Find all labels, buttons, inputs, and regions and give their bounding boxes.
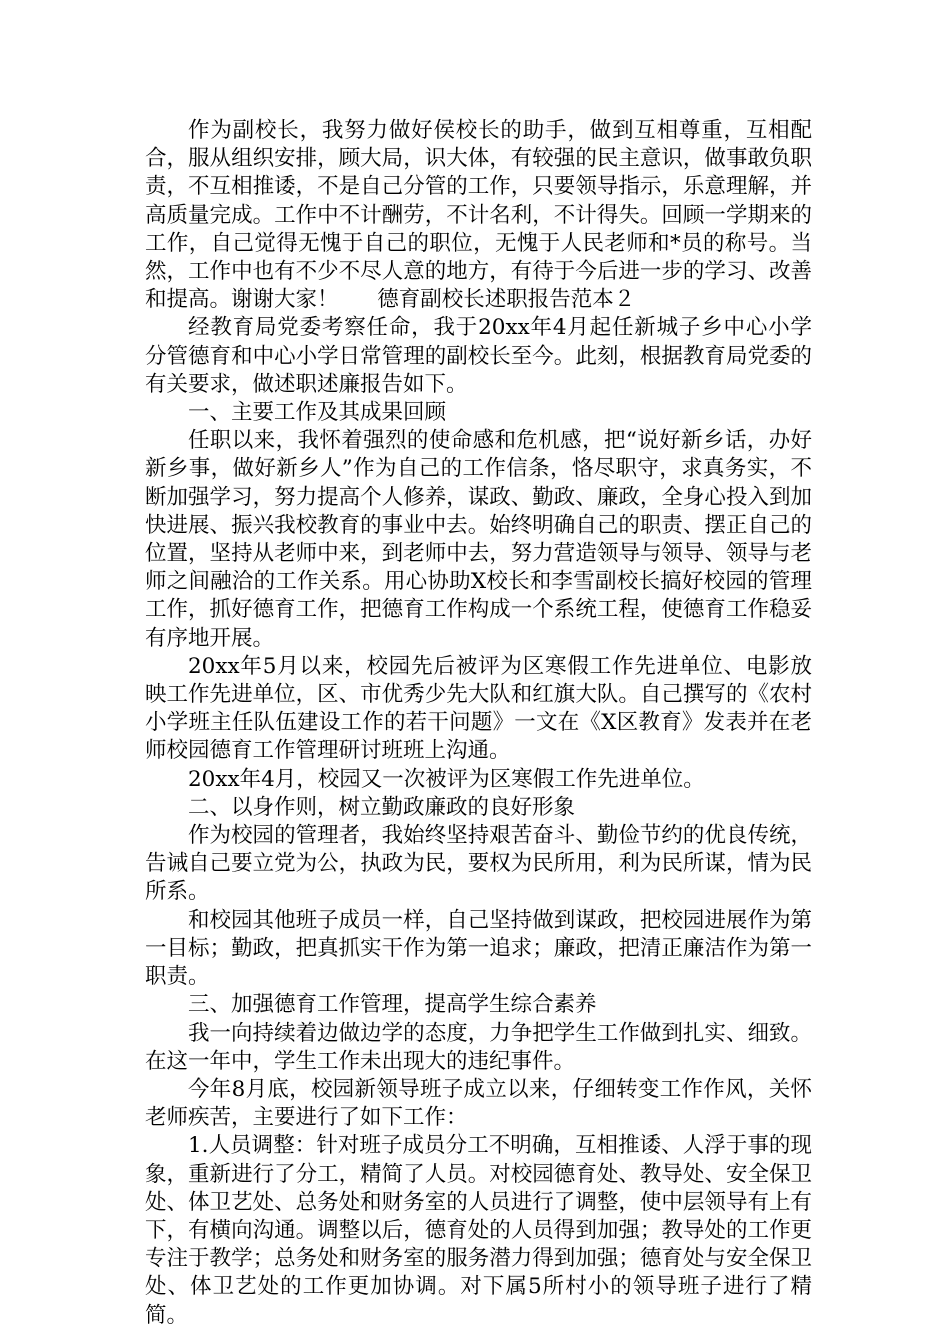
paragraph: 今年8月底，校园新领导班子成立以来，仔细转变工作作风，关怀老师疾苦，主要进行了如下工作： [145, 1076, 812, 1131]
paragraph: 和校园其他班子成员一样，自己坚持做到谋政，把校园进展作为第一目标；勤政，把真抓实干作为第一追求；廉政，把清正廉洁作为第一职责。 [145, 907, 812, 990]
paragraph: 我一向持续着边做边学的态度，力争把学生工作做到扎实、细致。在这一年中，学生工作未出现大的违纪事件。 [145, 1020, 812, 1074]
paragraph: 任职以来，我怀着强烈的使命感和危机感，把“说好新乡话，办好新乡事，做好新乡人”作为自己的工作信条，恪尽职守，求真务实，不断加强学习，努力提高个人修养，谋政、勤政、廉政，全身心投入到加快进展、振兴我校教育的事业中去。始终明确自己的职责、摆正自己的位置，坚持从老师中来，到老师中去，努力营造领导与领导、领导与老师之间融洽的工作关系。用心协助X校长和李雪副校长搞好校园的管理工作，抓好德育工作，把德育工作构成一个系统工程，使德育工作稳妥有序地开展。 [145, 428, 812, 651]
paragraph: 作为校园的管理者，我始终坚持艰苦奋斗、勤俭节约的优良传统，告诫自己要立党为公，执政为民，要权为民所用，利为民所谋，情为民所系。 [145, 823, 812, 905]
paragraph: 20xx年5月以来，校园先后被评为区寒假工作先进单位、电影放映工作先进单位，区、市优秀少先大队和红旗大队。自己撰写的《农村小学班主任队伍建设工作的若干问题》一文在《X区教育》发表并在老师校园德育工作管理研讨班班上沟通。 [145, 653, 812, 764]
paragraph-text: 作为副校长，我努力做好侯校长的助手，做到互相尊重，互相配合，服从组织安排，顾大局，识大体，有较强的民主意识，做事敢负职责，不互相推诿，不是自己分管的工作，只要领导指示，乐意理解，并高质量完成。工作中不计酬劳，不计名利，不计得失。回顾一学期来的工作，自己觉得无愧于自己的职位，无愧于人民老师和*员的称号。当然，工作中也有不少不尽人意的地方，有待于今后进一步的学习、改善和提高。谢谢大家！ [145, 118, 812, 313]
paragraph: 1.人员调整：针对班子成员分工不明确，互相推诿、人浮于事的现象，重新进行了分工，精简了人员。对校园德育处、教导处、安全保卫处、体卫艺处、总务处和财务室的人员进行了调整，使中层领导有上有下，有横向沟通。调整以后，德育处的人员得到加强；教导处的工作更专注于教学；总务处和财务室的服务潜力得到加强；德育处与安全保卫处、体卫艺处的工作更加协调。对下属5所村小的领导班子进行了精简。 [145, 1133, 812, 1328]
paragraph: 20xx年4月，校园又一次被评为区寒假工作先进单位。 [188, 766, 705, 792]
paragraph: 经教育局党委考察任命，我于20xx年4月起任新城子乡中心小学分管德育和中心小学日常管理的副校长至今。此刻，根据教育局党委的有关要求，做述职述廉报告如下。 [145, 315, 812, 397]
section-heading: 二、以身作则，树立勤政廉政的良好形象 [188, 794, 576, 820]
document-body [145, 117, 812, 1330]
section-heading: 三、加强德育工作管理，提高学生综合素养 [188, 992, 597, 1018]
section-title: 德育副校长述职报告范本２ [377, 287, 636, 313]
paragraph [145, 117, 812, 314]
section-heading: 一、主要工作及其成果回顾 [188, 400, 447, 426]
